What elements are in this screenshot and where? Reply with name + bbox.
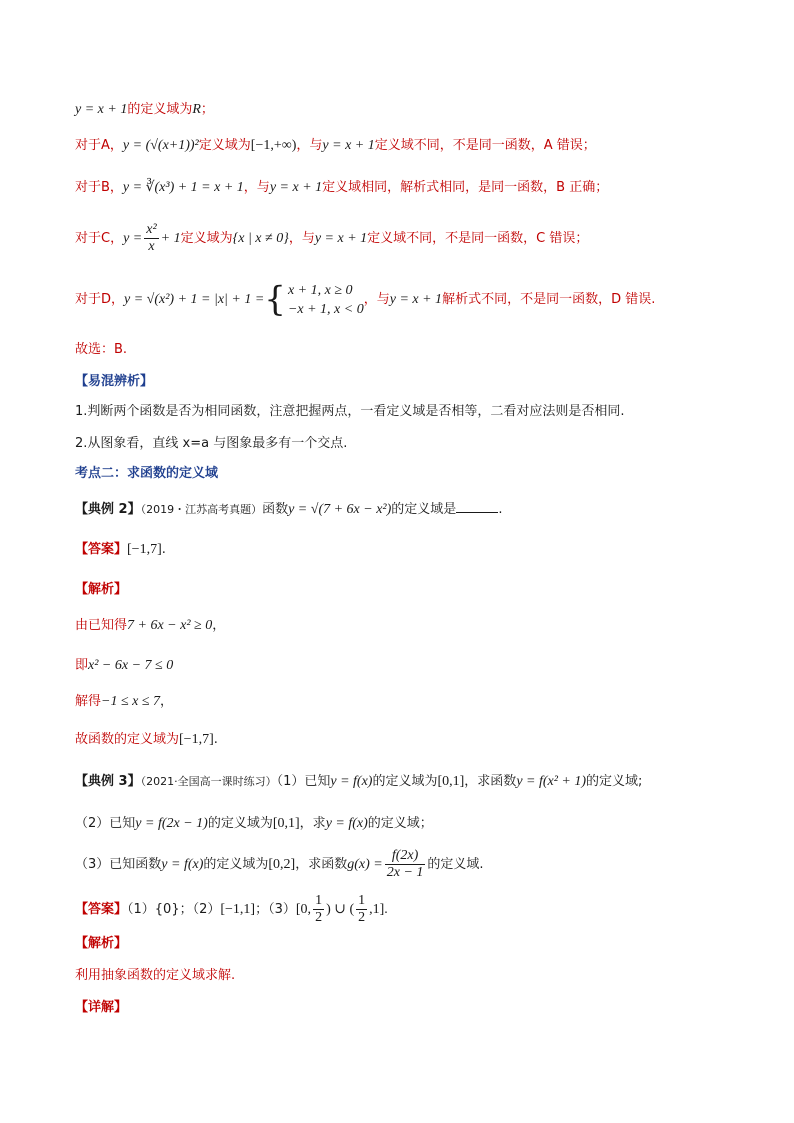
option-d-analysis: 对于D，y = √(x²) + 1 = |x| + 1 ={ x + 1, x ≥ 0 −x + 1, x < 0 ，与y = x + 1解析式不同，不是同一函数，D 错误. <box>75 279 656 320</box>
answer-3: 【答案】（1）{0}；（2）[−1,1]；（3）[0, $\frac{1}{2}$ ) ∪ ( $\frac{1}{2}$ ,1]. <box>75 893 388 925</box>
fraction: $\frac{1}{2}$ <box>358 893 366 925</box>
answer-2: 【答案】[−1,7]. <box>75 542 166 557</box>
confuse-title: 【易混辨析】 <box>75 374 154 389</box>
example-3-part-1: 【典例 3】（2021·全国高一课时练习）（1）已知y = f(x)的定义域为[0,1]，求函数y = f(x² + 1)的定义域; <box>75 774 643 789</box>
solution-3-title: 【解析】 <box>75 936 128 951</box>
detail-title: 【详解】 <box>75 1000 128 1015</box>
left-brace: { <box>264 279 286 320</box>
line-y-domain: y = x + 1的定义域为R； <box>75 102 214 117</box>
key-point-2-title: 考点二：求函数的定义域 <box>75 466 219 481</box>
choice-answer: 故选：B. <box>75 342 128 357</box>
fraction: $\frac{1}{2}$ <box>315 893 323 925</box>
fraction: $\frac{f(2x)}{2x - 1}$ <box>386 848 424 880</box>
solution-2-title: 【解析】 <box>75 582 128 597</box>
example-3-part-3: （3）已知函数y = f(x)的定义域为[0,2]，求函数g(x) = $\frac{f(2x)}{2x - 1}$ 的定义域. <box>75 848 484 880</box>
option-a-analysis: 对于A，y = (√(x+1))²定义域为[−1,+∞)，与y = x + 1定义域不同，不是同一函数，A 错误； <box>75 138 596 153</box>
fraction: $\frac{\text{x²}}{x}$ <box>146 222 157 254</box>
option-c-analysis: 对于C，y = $\frac{\text{x²}}{x}$ + 1定义域为{x | x ≠ 0}，与y = x + 1定义域不同，不是同一函数，C 错误； <box>75 222 589 254</box>
solution-2-step-3: 解得−1 ≤ x ≤ 7， <box>75 694 174 709</box>
solution-2-step-4: 故函数的定义域为[−1,7]. <box>75 732 218 747</box>
answer-blank <box>456 500 498 513</box>
confuse-point-2: 2.从图象看，直线 x=a 与图象最多有一个交点. <box>75 436 348 451</box>
confuse-point-1: 1.判断两个函数是否为相同函数，注意把握两点，一看定义域是否相等，二看对应法则是否相同. <box>75 404 625 419</box>
example-2: 【典例 2】（2019・江苏高考真题）函数y = √(7 + 6x − x²)的定义域是 . <box>75 502 503 517</box>
solution-3-text: 利用抽象函数的定义域求解. <box>75 968 236 983</box>
solution-2-step-2: 即x² − 6x − 7 ≤ 0 <box>75 658 174 673</box>
example-3-part-2: （2）已知y = f(2x − 1)的定义域为[0,1]，求y = f(x)的定义域； <box>75 816 433 831</box>
solution-2-step-1: 由已知得7 + 6x − x² ≥ 0， <box>75 618 226 633</box>
piecewise-cases: x + 1, x ≥ 0 −x + 1, x < 0 <box>287 282 364 317</box>
option-b-analysis: 对于B，y = ∛(x³) + 1 = x + 1，与y = x + 1定义域相同，解析式相同，是同一函数，B 正确； <box>75 180 609 195</box>
